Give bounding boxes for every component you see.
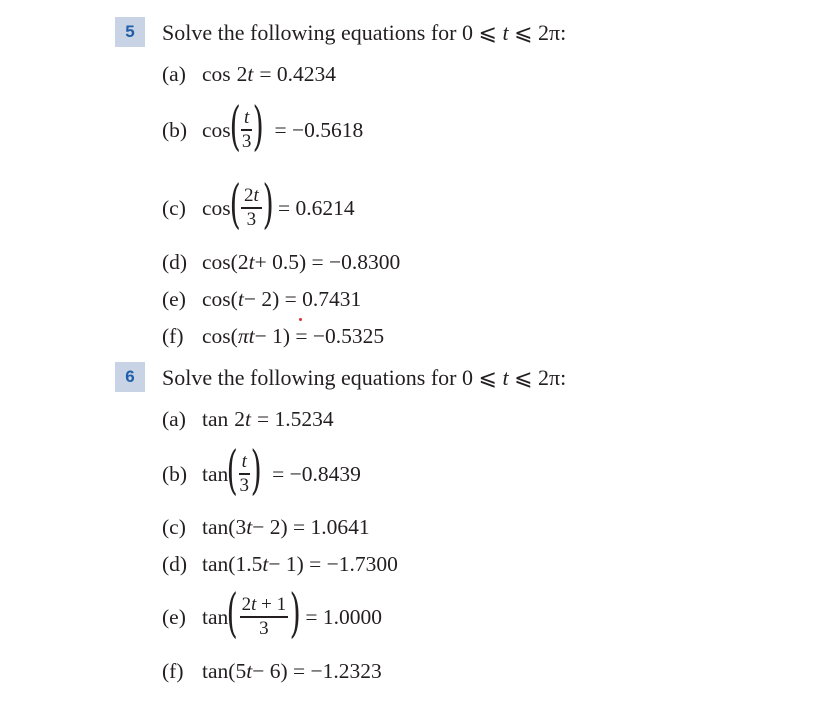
red-mark xyxy=(299,318,302,321)
exercise-6f: (f) tan (5 t − 6) = −1.2323 xyxy=(162,658,382,683)
left-paren: ( xyxy=(226,441,239,501)
exercise-6b: (b) tan ( $\frac{t}{3}$ ) = −0.8439 xyxy=(162,441,361,501)
left-paren: ( xyxy=(229,175,241,235)
exercise-6c: (c) tan (3 t − 2) = 1.0641 xyxy=(162,514,370,539)
exercise-5-number: 5 xyxy=(115,17,145,47)
right-paren: ) xyxy=(262,175,274,235)
exercise-5c: (c) cos ( $\frac{2t}{3}$ ) = 0.6214 xyxy=(162,175,355,235)
exercise-5e: (e) cos ( t − 2) = 0.7431 xyxy=(162,286,362,311)
exercise-5d: (d) cos (2 t + 0.5) = −0.8300 xyxy=(162,249,401,274)
fraction: $\frac{2t + 1}{3}$ xyxy=(241,594,287,639)
exercise-5-heading: Solve the following equations for 0 ⩽ t ⩽ 2π: xyxy=(162,20,567,45)
right-paren: ) xyxy=(252,97,264,157)
left-paren: ( xyxy=(226,584,239,644)
fraction: $\frac{2t}{3}$ xyxy=(241,186,262,229)
exercise-6a: (a) tan 2 t = 1.5234 xyxy=(162,406,334,431)
fraction: $\frac{t}{3}$ xyxy=(241,107,252,152)
exercise-6-number: 6 xyxy=(115,362,145,392)
right-paren: ) xyxy=(289,584,301,644)
exercise-5f: (f) cos ( πt − 1) = −0.5325 xyxy=(162,323,385,348)
right-paren: ) xyxy=(250,441,262,501)
exercise-6d: (d) tan (1.5 t − 1) = −1.7300 xyxy=(162,551,398,576)
exercise-6-heading: Solve the following equations for 0 ⩽ t ⩽ 2π: xyxy=(162,365,567,390)
exercise-5a: (a) cos 2 t = 0.4234 xyxy=(162,61,337,86)
exercise-6e: (e) tan ( $\frac{2t + 1}{3}$ ) = 1.0000 xyxy=(162,584,383,644)
left-paren: ( xyxy=(229,97,241,157)
exercise-5b: (b) cos ( $\frac{t}{3}$ ) = −0.5618 xyxy=(162,97,364,157)
fraction: $\frac{t}{3}$ xyxy=(239,451,249,496)
